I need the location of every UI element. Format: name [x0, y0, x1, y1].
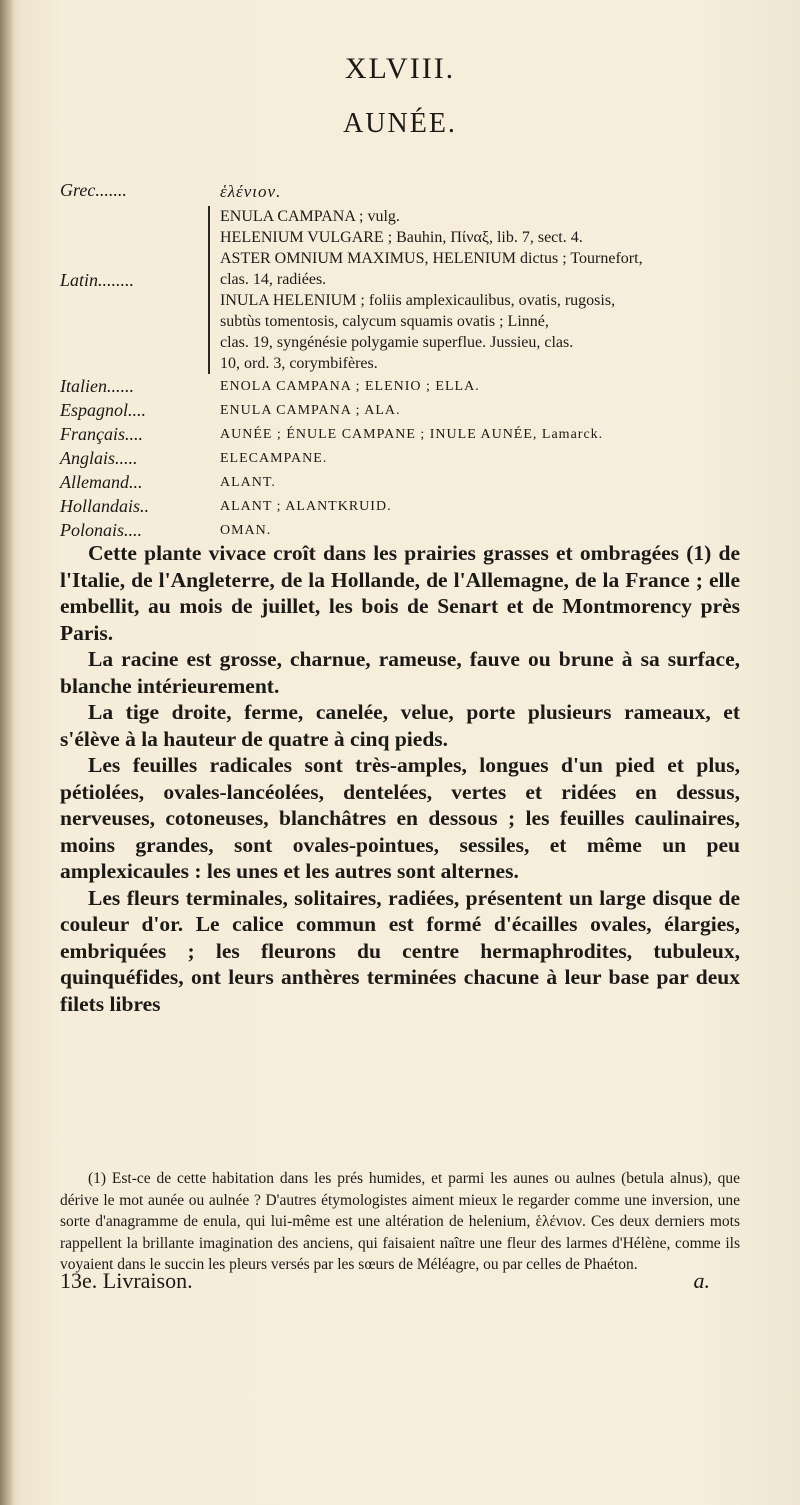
- vernacular-name: ALANT ; ALANTKRUID.: [220, 499, 392, 514]
- sheet-mark: a.: [693, 1268, 710, 1293]
- latin-line: clas. 19, syngénésie polygamie superflue. Jussieu, clas.: [220, 334, 574, 351]
- vernacular-name: ALANT.: [220, 475, 276, 490]
- synonym-row-latin: [60, 270, 134, 291]
- synonym-row: [60, 520, 142, 541]
- language-label: Latin........: [60, 270, 135, 290]
- paragraph: La tige droite, ferme, canelée, velue, porte plusieurs rameaux, et s'élève à la hauteur de quatre à cinq pieds.: [60, 700, 740, 751]
- latin-line: 10, ord. 3, corymbifères.: [220, 355, 378, 372]
- paragraph: Les feuilles radicales sont très-amples, longues d'un pied et plus, pétiolées, ovales-lancéolées, dentelées, vertes et ridées en dessus, nerveuses, cotoneuses, blanchâtres en dessous ; les feuilles caulinaires, moins grandes, sont ovales-pointues, sessiles, et même un peu amplexicaules : les unes et les autres sont alternes.: [60, 753, 740, 883]
- synonym-row: [60, 472, 143, 493]
- latin-line: HELENIUM VULGARE ; Bauhin, Πίναξ, lib. 7, sect. 4.: [220, 229, 583, 246]
- vernacular-name: ENOLA CAMPANA ; ELENIO ; ELLA.: [220, 379, 480, 394]
- page-title: AUNÉE.: [343, 108, 457, 139]
- synonym-row: [60, 448, 138, 469]
- language-label: Italien......: [60, 376, 134, 396]
- language-label: Grec.......: [60, 180, 127, 200]
- vernacular-name: AUNÉE ; ÉNULE CAMPANE ; INULE AUNÉE, Lamarck.: [220, 427, 604, 442]
- language-label: Polonais....: [60, 520, 143, 540]
- latin-line: subtùs tomentosis, calycum squamis ovatis ; Linné,: [220, 313, 549, 330]
- plate-number: XLVIII.: [344, 52, 456, 85]
- vernacular-name: ELECAMPANE.: [220, 451, 328, 466]
- language-label: Hollandais..: [60, 496, 150, 516]
- synonym-row: [60, 400, 146, 421]
- language-label: Allemand...: [60, 472, 143, 492]
- footnote-text: (1) Est-ce de cette habitation dans les prés humides, et parmi les aunes ou aulnes (betula alnus), que dérive le mot aunée ou aulnée ? D'autres étymologistes aiment mieux le regarder comme une inversion, une sorte d'anagramme de enula, qui lui-même est une altération de helenium, ἑλένιον. Ces deux derniers mots rappellent la brillante imagination des anciens, qui faisaient naître une fleur des larmes d'Hélène, comme ils voyaient dans le succin les pleurs versés par les sœurs de Méléagre, ou par celles de Phaéton.: [60, 1170, 740, 1273]
- main-text: [60, 540, 740, 1017]
- greek-name: ἑλένιον.: [220, 182, 282, 201]
- vernacular-name: OMAN.: [220, 523, 272, 538]
- synonym-row: [60, 496, 149, 517]
- language-label: Anglais.....: [60, 448, 138, 468]
- synonym-row: [60, 424, 143, 445]
- latin-names: [208, 206, 780, 374]
- latin-line: ENULA CAMPANA ; vulg.: [220, 208, 400, 225]
- synonym-row: [60, 376, 134, 397]
- vernacular-name: ENULA CAMPANA ; ALA.: [220, 403, 401, 418]
- paragraph: La racine est grosse, charnue, rameuse, fauve ou brune à sa surface, blanche intérieurement.: [60, 647, 740, 698]
- book-binding-edge: [0, 0, 14, 1505]
- paragraph: Les fleurs terminales, solitaires, radiées, présentent un large disque de couleur d'or. Le calice commun est formé d'écailles ovales, élargies, embriquées ; les fleurons du centre hermaphrodites, tubuleux, quinquéfides, ont leurs anthères terminées chacune à leur base par deux filets libres: [60, 885, 740, 1016]
- signature-mark: 13e. Livraison.: [60, 1268, 193, 1293]
- paragraph: Cette plante vivace croît dans les prairies grasses et ombragées (1) de l'Italie, de l'Angleterre, de la Hollande, de l'Allemagne, de la France ; elle embellit, au mois de juillet, les bois de Senart et de Montmorency près Paris.: [60, 541, 740, 645]
- synonym-row-grec: [60, 180, 127, 201]
- latin-line: INULA HELENIUM ; foliis amplexicaulibus, ovatis, rugosis,: [220, 292, 616, 309]
- language-label: Espagnol....: [60, 400, 147, 420]
- language-label: Français....: [60, 424, 143, 444]
- footnote: [60, 1168, 740, 1276]
- latin-line: ASTER OMNIUM MAXIMUS, HELENIUM dictus ; Tournefort,: [220, 250, 643, 267]
- latin-line: clas. 14, radiées.: [220, 271, 327, 288]
